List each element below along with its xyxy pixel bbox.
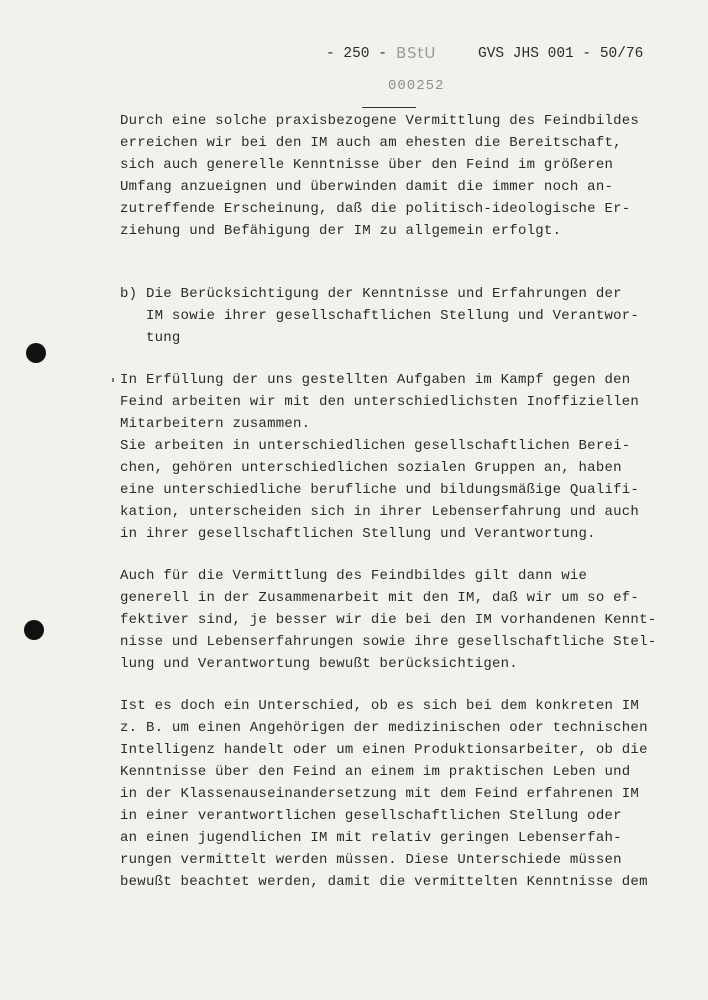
sheet-number-stamp: 000252: [388, 78, 445, 94]
text-line: sich auch generelle Kenntnisse über den Feind im größeren: [120, 157, 614, 173]
text-line: bewußt beachtet werden, damit die vermittelten Kenntnisse dem: [120, 874, 648, 890]
paragraph-2: [120, 369, 680, 545]
paragraph-4: [120, 695, 680, 893]
page-number: - 250 -: [326, 46, 387, 62]
text-line: eine unterschiedliche berufliche und bildungsmäßige Qualifi-: [120, 482, 640, 498]
heading-line: b) Die Berücksichtigung der Kenntnisse und Erfahrungen der: [120, 286, 622, 302]
text-line: Kenntnisse über den Feind an einem im praktischen Leben und: [120, 764, 631, 780]
text-line: erreichen wir bei den IM auch am ehesten die Bereitschaft,: [120, 135, 622, 151]
text-line: In Erfüllung der uns gestellten Aufgaben im Kampf gegen den: [120, 372, 631, 388]
paragraph-3: [120, 565, 680, 675]
text-line: rungen vermittelt werden müssen. Diese Unterschiede müssen: [120, 852, 622, 868]
document-reference: GVS JHS 001 - 50/76: [478, 46, 644, 62]
punch-hole: [24, 620, 44, 640]
text-line: Ist es doch ein Unterschied, ob es sich bei dem konkreten IM: [120, 698, 640, 714]
text-line: Mitarbeitern zusammen.: [120, 416, 311, 432]
text-line: nisse und Lebenserfahrungen sowie ihre gesellschaftliche Stel-: [120, 634, 657, 650]
page-header: [0, 46, 708, 106]
text-line: Durch eine solche praxisbezogene Vermittlung des Feindbildes: [120, 113, 640, 129]
archive-stamp: BStU: [396, 44, 437, 62]
text-line: fektiver sind, je besser wir die bei den IM vorhandenen Kennt-: [120, 612, 657, 628]
text-line: z. B. um einen Angehörigen der medizinischen oder technischen: [120, 720, 648, 736]
paragraph-1: [120, 110, 680, 242]
text-line: Sie arbeiten in unterschiedlichen gesellschaftlichen Berei-: [120, 438, 631, 454]
text-line: in einer verantwortlichen gesellschaftlichen Stellung oder: [120, 808, 622, 824]
text-line: kation, unterscheiden sich in ihrer Lebenserfahrung und auch: [120, 504, 640, 520]
heading-line: IM sowie ihrer gesellschaftlichen Stellung und Verantwor-: [120, 308, 640, 324]
underline-mark: [362, 107, 416, 108]
text-line: ziehung und Befähigung der IM zu allgemein erfolgt.: [120, 223, 562, 239]
text-line: in der Klassenauseinandersetzung mit dem Feind erfahrenen IM: [120, 786, 640, 802]
text-line: Auch für die Vermittlung des Feindbildes gilt dann wie: [120, 568, 588, 584]
heading-line: tung: [120, 330, 181, 346]
text-line: Intelligenz handelt oder um einen Produktionsarbeiter, ob die: [120, 742, 648, 758]
text-line: lung und Verantwortung bewußt berücksichtigen.: [120, 656, 518, 672]
text-line: Umfang anzueignen und überwinden damit die immer noch an-: [120, 179, 614, 195]
text-line: chen, gehören unterschiedlichen sozialen Gruppen an, haben: [120, 460, 622, 476]
margin-mark: [112, 378, 114, 382]
section-heading-b: [120, 283, 680, 349]
text-line: zutreffende Erscheinung, daß die politisch-ideologische Er-: [120, 201, 631, 217]
text-line: Feind arbeiten wir mit den unterschiedlichsten Inoffiziellen: [120, 394, 640, 410]
text-line: an einen jugendlichen IM mit relativ geringen Lebenserfah-: [120, 830, 622, 846]
text-line: in ihrer gesellschaftlichen Stellung und Verantwortung.: [120, 526, 596, 542]
text-line: generell in der Zusammenarbeit mit den IM, daß wir um so ef-: [120, 590, 640, 606]
punch-hole: [26, 343, 46, 363]
